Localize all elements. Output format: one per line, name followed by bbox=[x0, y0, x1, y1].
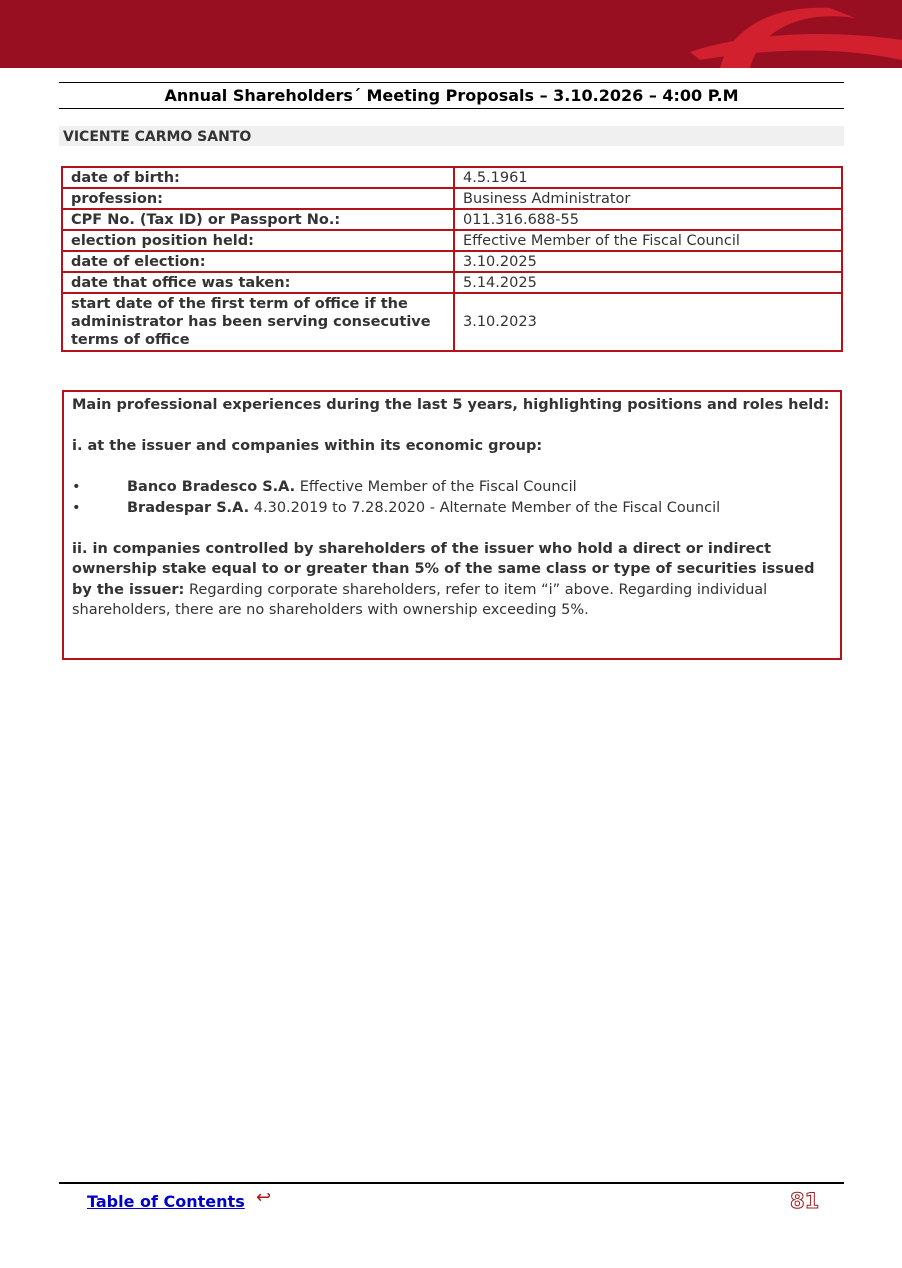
person-name: VICENTE CARMO SANTO bbox=[59, 126, 844, 146]
table-row bbox=[62, 272, 842, 293]
header-banner bbox=[0, 0, 902, 68]
row-label: date of election: bbox=[62, 251, 454, 272]
list-item bbox=[72, 477, 832, 498]
company-name: Bradespar S.A. bbox=[127, 499, 250, 516]
return-arrow-icon[interactable]: ↩ bbox=[256, 1187, 272, 1208]
table-row bbox=[62, 251, 842, 272]
section-ii-heading: ii. in companies controlled by shareholders of the issuer who hold a direct or indirect ownership stake equal to or greater than 5% of the same class or type of securities issued by the issuer: bbox=[72, 540, 815, 598]
row-label: date of birth: bbox=[62, 167, 454, 188]
row-value: Effective Member of the Fiscal Council bbox=[454, 230, 842, 251]
company-detail: 4.30.2019 to 7.28.2020 - Alternate Member of the Fiscal Council bbox=[249, 499, 721, 516]
list-item bbox=[72, 498, 832, 519]
section-ii bbox=[72, 539, 832, 621]
row-label: date that office was taken: bbox=[62, 272, 454, 293]
company-name: Banco Bradesco S.A. bbox=[127, 479, 296, 495]
table-row bbox=[62, 230, 842, 251]
footer-divider bbox=[59, 1182, 844, 1184]
row-value: 4.5.1961 bbox=[454, 167, 842, 188]
row-label: profession: bbox=[62, 188, 454, 209]
table-row bbox=[62, 209, 842, 230]
row-label: start date of the first term of office if the administrator has been serving consecutive terms of office bbox=[62, 293, 454, 351]
row-value: Business Administrator bbox=[454, 188, 842, 209]
table-row bbox=[62, 167, 842, 188]
info-table bbox=[61, 166, 843, 352]
row-label: CPF No. (Tax ID) or Passport No.: bbox=[62, 209, 454, 230]
row-value: 5.14.2025 bbox=[454, 272, 842, 293]
row-value: 3.10.2023 bbox=[454, 293, 842, 351]
row-value: 011.316.688-55 bbox=[454, 209, 842, 230]
row-label: election position held: bbox=[62, 230, 454, 251]
experience-box bbox=[62, 390, 842, 660]
brand-logo-icon bbox=[0, 0, 902, 68]
section-i-heading: i. at the issuer and companies within its economic group: bbox=[72, 438, 543, 454]
section-ii-text: Regarding corporate shareholders, refer to item “i” above. Regarding individual shareholders, there are no shareholders with ownership exceeding 5%. bbox=[72, 581, 768, 618]
company-detail: Effective Member of the Fiscal Council bbox=[295, 479, 577, 495]
table-row bbox=[62, 188, 842, 209]
page-number: 81 bbox=[790, 1189, 820, 1213]
row-value: 3.10.2025 bbox=[454, 251, 842, 272]
experience-list bbox=[72, 477, 832, 518]
table-of-contents-link[interactable]: Table of Contents bbox=[87, 1192, 245, 1211]
experience-heading: Main professional experiences during the last 5 years, highlighting positions and roles held: bbox=[72, 397, 830, 413]
table-row bbox=[62, 293, 842, 351]
page-title: Annual Shareholders´ Meeting Proposals – 3.10.2026 – 4:00 P.M bbox=[59, 82, 844, 109]
